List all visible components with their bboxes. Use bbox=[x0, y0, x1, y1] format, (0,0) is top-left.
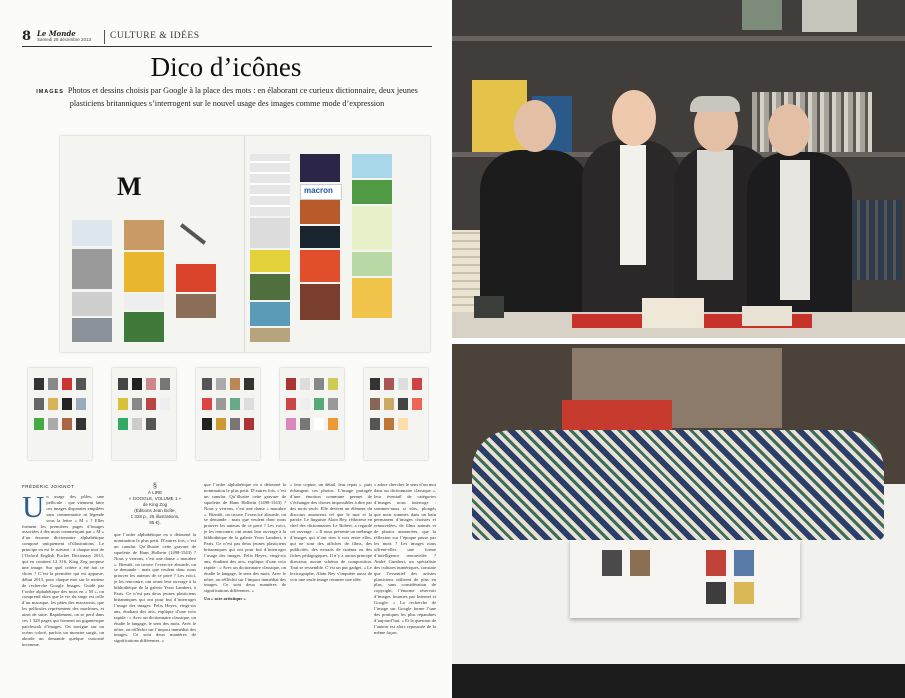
article-column-4 bbox=[374, 482, 436, 690]
section-name: CULTURE & IDÉES bbox=[110, 31, 200, 41]
spread-thumbnail bbox=[28, 368, 92, 460]
book-line: À LIRE bbox=[147, 490, 163, 495]
article-column-2 bbox=[204, 482, 286, 690]
article-title: Dico d’icônes bbox=[150, 52, 302, 82]
field-image bbox=[352, 180, 392, 204]
person-1 bbox=[480, 150, 590, 320]
book-page-image bbox=[706, 582, 726, 604]
book-page-image bbox=[734, 550, 754, 576]
column-text: n usage des pôles, une pellicule : que viennent faire ces images disparates empilées sans commentaire ni légende sous la lettre « M » ? Elles forment les premières pages d’images associées à des mots commençant par « M » d’un énorme dictionnaire alphabétique composé uniquement d’illustrations. Le principe en est le suivant : à chaque mot de l’Oxford English Pocket Dictionary 2013, qui en contient 12 316, King Zog propose une image. Sur quel critère a été fait ce choix ? C’est la première qui est apparue, début 2013, pour chaque mot sur le moteur de recherche Google Images. Guidé par l’ordre alphabétique des mots en « M », on comprend alors que la vie du singe est celle d’un macaque, les pâtes des macaronis, que les pellicules représentent des machines, et ainsi de suite. Rapidement, on se perd dans ces 1 328 pages qui forment un gigantesque patchwork d’images. On navigue sur un océan coloré, parfois un monstre surgit, on aborde un demande quelque curiosité inconnue. bbox=[22, 494, 104, 647]
newspaper-page bbox=[0, 0, 452, 698]
machine-image bbox=[124, 294, 164, 310]
framed-picture bbox=[802, 0, 857, 32]
book-line: 1 328 p., 25 illustrations, bbox=[130, 514, 180, 519]
poster-image bbox=[352, 278, 392, 318]
article-column-3 bbox=[290, 482, 372, 690]
book-page-image bbox=[630, 550, 650, 576]
book-block bbox=[742, 306, 792, 326]
issue-date: Samedi 28 décembre 2013 bbox=[37, 37, 92, 42]
spread-gutter bbox=[244, 136, 245, 352]
page-number: 8 bbox=[22, 29, 32, 44]
drop-cap: U bbox=[22, 494, 45, 524]
macron-logo-image: macron bbox=[300, 184, 342, 200]
portrait-image bbox=[176, 294, 216, 318]
book-page-image bbox=[602, 550, 622, 576]
woman-image bbox=[300, 284, 340, 320]
article-byline: FRÉDÉRIC JOIGNOT bbox=[22, 484, 75, 489]
subtitle-text: Photos et dessins choisis par Google à la place des mots : en élaborant ce curieux dictionnaire, deux jeunes plasticiens britanniques s’interrogent sur le nouvel usage des images comme mode d’expression bbox=[67, 86, 418, 108]
spice-image bbox=[176, 264, 216, 292]
artists-photo bbox=[452, 0, 905, 338]
article-kicker: IMAGES bbox=[36, 89, 64, 95]
book-page-image bbox=[706, 550, 726, 576]
column-text: « adore chercher le sens d’un mot dans un dictionnaire classique », leur éventail de catégories d’images nous interroge : sommes-nous si sûrs, plongés que nous sommes dans un bain permanent d’images choisies et renouvelées, de films animés et de photos annoncées, que la réflexion sur l’époque passe par les mots ? Les images nous offrent-elles une forme d’intelligence renouvelée ? André Gunthert, un spécialiste des cultures numériques, constate que l’essentiel des artistes plasticiens utilisent de plus en plus, sans considération de copyright, l’énorme réservoir d’images fournies par Internet et Google. « La recherche de l’image sur Google forme l’une des pratiques les plus répandues d’aujourd’hui. » Et la question de l’auteur est alors repoussée de la même façon. bbox=[374, 482, 436, 635]
column-subhead: Un « acte artistique » bbox=[204, 596, 246, 602]
parrot-image bbox=[124, 312, 164, 342]
article-subtitle bbox=[22, 85, 432, 109]
person-1-head bbox=[514, 100, 556, 152]
sketch-image bbox=[72, 292, 112, 316]
yellow-art-image bbox=[250, 250, 290, 272]
bird-image bbox=[352, 252, 392, 276]
column-text: « leur copine, un détail, leur repas », puis échangent ces photos. L’image partagée d’une émotion commune permet de s’échanger des choses impossibles à dire par des mots seuls. Elle devient un élément du discours amoureux tel que le mot et la parole. Le linguiste Alain Rey, rédacteur en chef des dictionnaires Le Robert, a regardé cet ouvrage : « Il nous présente un mélange d’images qui n’ont rien à voir entre elles, qui ne sont des affiches de films, des publicités, des extraits de cinéma ou des fiches pédagogiques. Il n’y a aucun principe directeur, aucun schéma de composition. Tout se ressemble. C’est un pur gadget. » Le lexicographe, Alain Rey s’inquiète aussi de voir une seule image résumer une idée. bbox=[290, 482, 372, 582]
fish-image bbox=[250, 302, 290, 326]
person-3-hat bbox=[690, 96, 740, 112]
book-block bbox=[642, 298, 704, 328]
spread-letter: M bbox=[117, 172, 142, 201]
galaxy-image bbox=[300, 154, 340, 182]
book-edge-pattern bbox=[472, 430, 884, 540]
article-column-1b bbox=[114, 532, 196, 690]
framed-picture bbox=[742, 0, 782, 30]
article-column-1 bbox=[22, 494, 104, 690]
person-3-shirt bbox=[697, 150, 733, 280]
map-image bbox=[72, 220, 112, 246]
book-info-box bbox=[114, 484, 196, 526]
sign-image bbox=[250, 328, 290, 342]
cartoon-image bbox=[250, 218, 290, 248]
engraving-image bbox=[72, 249, 112, 289]
book-marker: § bbox=[153, 483, 157, 490]
road-image bbox=[72, 318, 112, 342]
cans bbox=[474, 296, 504, 318]
header-rule bbox=[22, 46, 432, 47]
shelf-board bbox=[452, 36, 905, 41]
spread-thumbnail bbox=[280, 368, 344, 460]
person-2-head bbox=[612, 90, 656, 146]
monkey-image bbox=[124, 220, 164, 250]
macaroni-image bbox=[124, 252, 164, 292]
comic-strip-image bbox=[250, 154, 290, 216]
mad-magazine-image bbox=[300, 250, 340, 282]
spread-thumbnail bbox=[364, 368, 428, 460]
column-text: que l’ordre alphabétique en a détourné la nomination le plus petit. D’autres fois, c’est un canular. Qu’illustre cette gravure de squelette de Hans Holbein (1498-1543) ? Nous y verrons, c’est une danse « macabre ». Bientôt, on trouve l’exercice absurde, on se demande : mais que veulent donc nous prouver les auteurs de ce pavé ? Les voici, je les rencontre, ont avant leur ouvrage à la bibliothèque de la galerie Yvon Lambert, à Paris. Ce n’est pas deux jeunes plasticiens britanniques qui ont pour but d’interroger l’usage des images. Felix Heyes, vingt-six ans, étudiant des arts, explique d’une voix rapide : « Avec un dictionnaire classique, on étudie le langage, le sens des mots. Avec le nôtre, on réfléchit sur l’impact immédiat des images. Ce sont deux manières de significations différentes. » bbox=[204, 482, 286, 594]
spread-thumbnail bbox=[112, 368, 176, 460]
car-image bbox=[352, 154, 392, 178]
space-image bbox=[300, 226, 340, 248]
book-line: de King Zog bbox=[142, 502, 168, 507]
book-display-photo bbox=[452, 344, 905, 698]
floor bbox=[452, 664, 905, 698]
tool-image bbox=[180, 223, 206, 245]
column-text: que l’ordre alphabétique en a détourné la nomination le plus petit. D’autres fois, c’est un canular. Qu’illustre cette gravure de squelette de Hans Holbein (1498-1543) ? Nous y verrons, c’est une danse « macabre ». Bientôt, on trouve l’exercice absurde, on se demande : mais que veulent donc nous prouver les auteurs de ce pavé ? Les voici, je les rencontre, ont avant leur ouvrage à la bibliothèque de la galerie Yvon Lambert, à Paris. Ce n’est pas deux jeunes plasticiens britanniques qui ont pour but d’interroger l’usage des images. Felix Heyes, vingt-six ans, étudiant des arts, explique d’une voix rapide : « Avec un dictionnaire classique, on étudie le langage, le sens des mots. Avec le nôtre, on réfléchit sur l’impact immédiat des images. Ce sont deux manières de significations différentes. » bbox=[114, 532, 196, 644]
book-page-image bbox=[734, 582, 754, 604]
book-line: 95 €). bbox=[149, 520, 161, 525]
person-4-head bbox=[768, 104, 810, 156]
book-line: (Éditions Jean Boîte, bbox=[134, 508, 176, 513]
header-divider bbox=[104, 30, 105, 44]
newspaper-name: Le Monde bbox=[37, 29, 76, 38]
book-line: « GOOGLE, VOLUME 1 » bbox=[128, 496, 182, 501]
person-4-shirt bbox=[780, 160, 810, 300]
plant-image bbox=[352, 206, 392, 250]
person-2-shirt bbox=[620, 145, 646, 265]
mars-image bbox=[300, 200, 340, 224]
page-header bbox=[22, 30, 432, 46]
book-spread-image bbox=[60, 136, 430, 352]
spread-thumbnail bbox=[196, 368, 260, 460]
figure-image bbox=[250, 274, 290, 300]
